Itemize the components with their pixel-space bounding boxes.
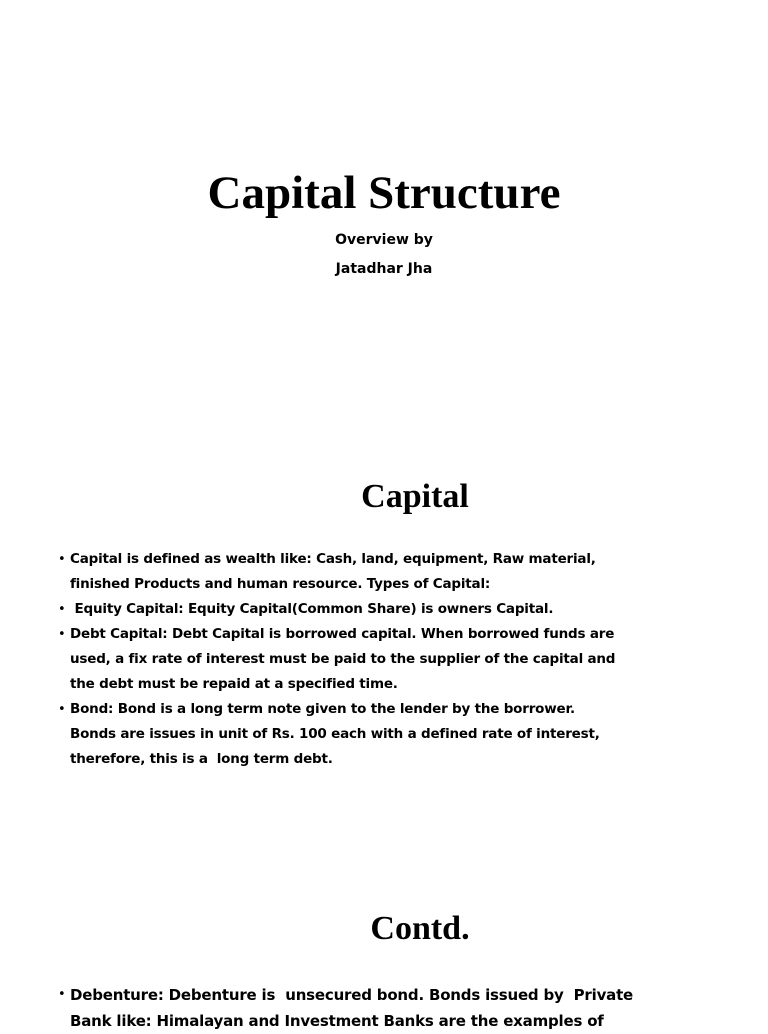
subtitle-line-2: Jatadhar Jha	[335, 261, 433, 277]
bullet-text: • Capital is defined as wealth like: Cash, land, equipment, Raw material,	[70, 551, 596, 567]
bullet-text: • Equity Capital: Equity Capital(Common Share) is owners Capital.	[70, 601, 554, 617]
bullet-text: the debt must be repaid at a specified time.	[70, 676, 398, 692]
subtitle-line-1: Overview by	[335, 232, 433, 248]
bullet-text: Bank like: Himalayan and Investment Banks are the examples of	[70, 1012, 604, 1030]
bullet-item	[58, 982, 634, 1034]
bullet-text: Bonds are issues in unit of Rs. 100 each with a defined rate of interest,	[70, 726, 600, 742]
bullet-list-contd	[58, 982, 634, 1034]
bullet-text: therefore, this is a long term debt.	[70, 751, 333, 767]
bullet-text: • Bond: Bond is a long term note given to the lender by the borrower.	[70, 701, 575, 717]
bullet-text: • Debt Capital: Debt Capital is borrowed capital. When borrowed funds are	[70, 626, 615, 642]
section-title-contd: Contd.	[370, 910, 470, 947]
bullet-text: finished Products and human resource. Types of Capital:	[70, 576, 491, 592]
bullet-text: used, a fix rate of interest must be paid to the supplier of the capital and	[70, 651, 616, 667]
section-title-capital: Capital	[361, 478, 469, 515]
bullet-text: • Debenture: Debenture is unsecured bond. Bonds issued by Private	[70, 986, 634, 1004]
page-title: Capital Structure	[207, 167, 561, 219]
